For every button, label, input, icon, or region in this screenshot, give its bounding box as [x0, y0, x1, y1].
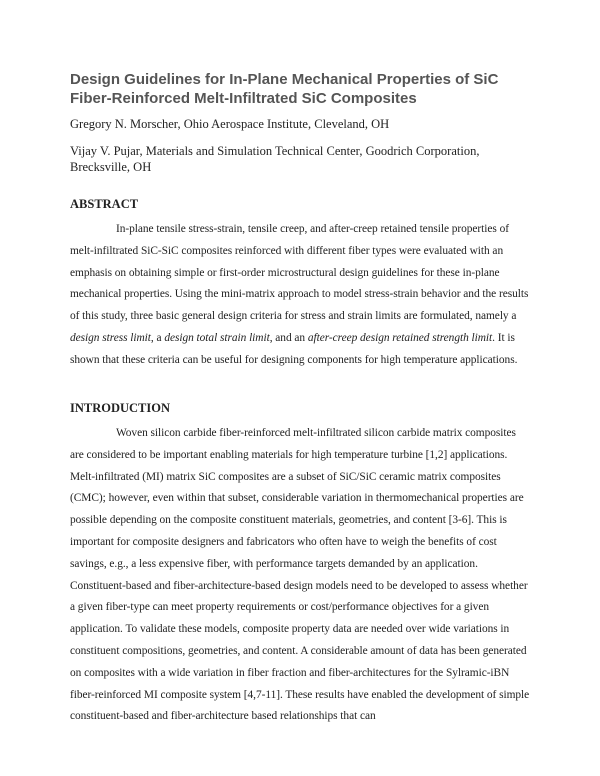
abstract-emphasis-2: design total strain limit	[164, 331, 270, 344]
abstract-heading: ABSTRACT	[70, 197, 139, 211]
introduction-heading: INTRODUCTION	[70, 401, 171, 415]
abstract-text-2: , a	[150, 331, 165, 344]
abstract-emphasis-3: after-creep design retained strength limit	[307, 331, 493, 344]
abstract-text-4: . It is shown that these criteria can be useful for designing components for high temperature applications.	[70, 331, 518, 366]
author-line-1: Gregory N. Morscher, Ohio Aerospace Institute, Cleveland, OH	[70, 117, 390, 131]
introduction-paragraph: Woven silicon carbide fiber-reinforced melt-infiltrated silicon carbide matrix composites are considered to be important enabling materials for high temperature turbine [1,2] applications. Melt-infiltrated (MI) matrix SiC composites are a subset of SiC/SiC ceramic matrix composites (CMC); however, even within that subset, considerable variation in thermomechanical properties are possible depending on the composite constituent materials, geometries, and content [3-6]. This is important for composite designers and fabricators who often have to weigh the benefits of cost savings, e.g., a less expensive fiber, with performance targets demanded by an application. Constituent-based and fiber-architecture-based design models need to be developed to assess whether a given fiber-type can meet property requirements or cost/performance objectives for a given application. To validate these models, composite property data are needed over wide variations in constituent compositions, geometries, and content. A considerable amount of data has been generated on composites with a wide variation in fiber fraction and fiber-architectures for the Sylramic-iBN fiber-reinforced MI composite system [4,7-11]. These results have enabled the development of simple constituent-based and fiber-architecture based relationships that can	[70, 427, 530, 723]
abstract-text-1: In-plane tensile stress-strain, tensile creep, and after-creep retained tensile properties of melt-infiltrated SiC-SiC composites reinforced with different fiber types were evaluated with an emphasis on obtaining simple or first-order microstructural design guidelines for these in-plane mechanical properties. Using the mini-matrix approach to model stress-strain behavior and the results of this study, three basic general design criteria for stress and strain limits are formulated, namely a	[70, 223, 529, 323]
abstract-text-3: , and an	[269, 331, 308, 344]
abstract-emphasis-1: design stress limit	[70, 331, 151, 344]
abstract-paragraph	[70, 219, 532, 372]
author-line-2: Vijay V. Pujar, Materials and Simulation Technical Center, Goodrich Corporation, Brecksville, OH	[70, 144, 480, 174]
paper-title: Design Guidelines for In-Plane Mechanical Properties of SiC Fiber-Reinforced Melt-Infiltrated SiC Composites	[70, 71, 499, 107]
